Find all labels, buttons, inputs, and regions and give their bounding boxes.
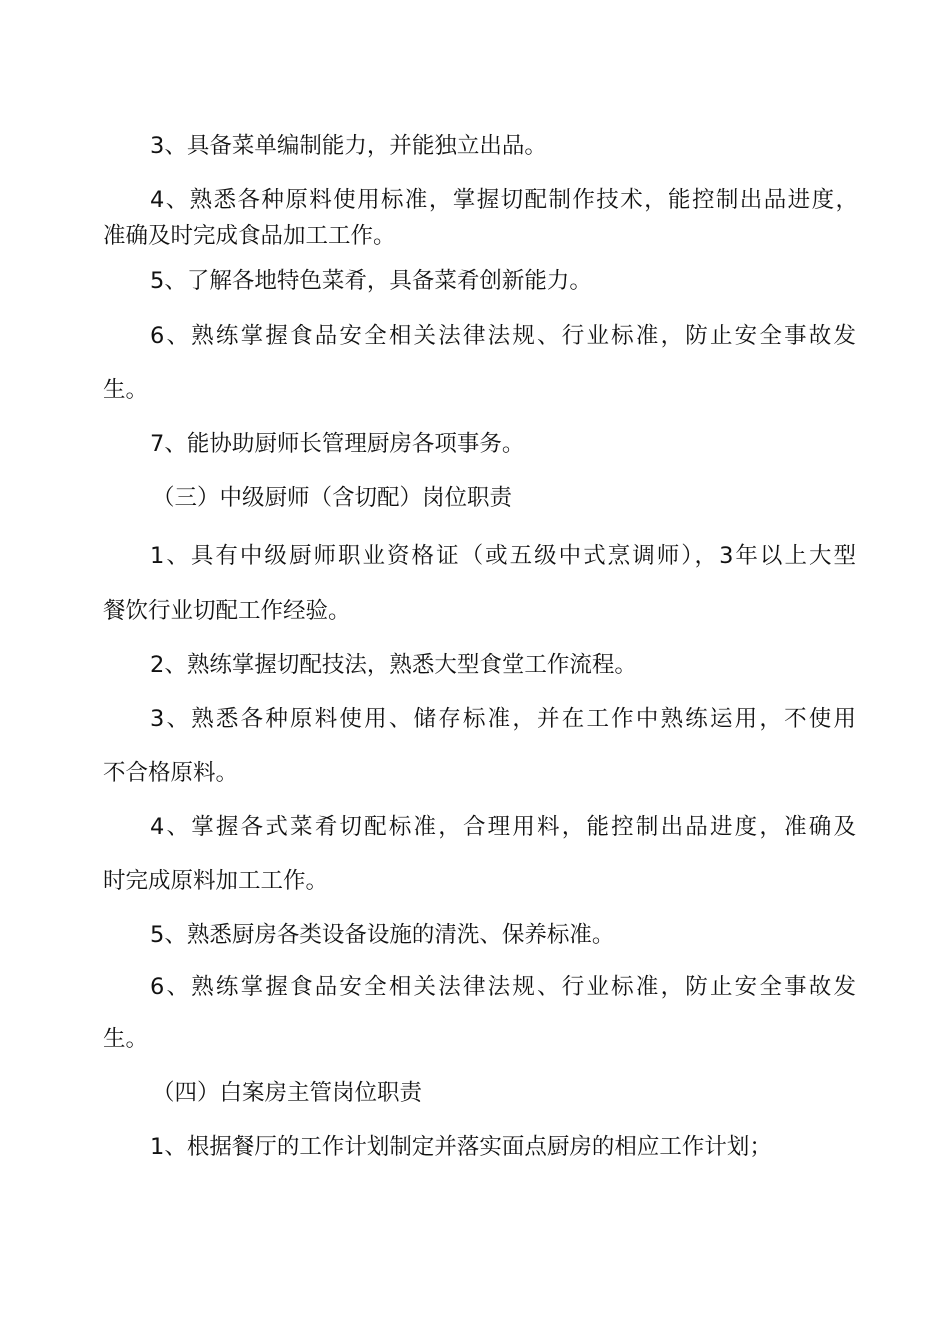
section-heading: （四）白案房主管岗位职责 xyxy=(152,1080,423,1106)
paragraph-line: 5、了解各地特色菜肴，具备菜肴创新能力。 xyxy=(150,268,592,294)
paragraph-line: 6、熟练掌握食品安全相关法律法规、行业标准，防止安全事故发 xyxy=(150,323,856,349)
paragraph-line: 7、能协助厨师长管理厨房各项事务。 xyxy=(150,431,525,457)
paragraph-line: 时完成原料加工工作。 xyxy=(103,868,329,894)
section-heading: （三）中级厨师（含切配）岗位职责 xyxy=(152,485,513,511)
paragraph-line: 6、熟练掌握食品安全相关法律法规、行业标准，防止安全事故发 xyxy=(150,974,856,1000)
paragraph-line: 1、具有中级厨师职业资格证（或五级中式烹调师），3年以上大型 xyxy=(150,543,856,569)
paragraph-line: 1、根据餐厅的工作计划制定并落实面点厨房的相应工作计划； xyxy=(150,1134,772,1160)
paragraph-line: 3、具备菜单编制能力，并能独立出品。 xyxy=(150,133,547,159)
paragraph-line: 准确及时完成食品加工工作。 xyxy=(103,223,396,249)
paragraph-line: 生。 xyxy=(103,1026,149,1052)
paragraph-line: 不合格原料。 xyxy=(103,760,239,786)
paragraph-line: 4、熟悉各种原料使用标准，掌握切配制作技术，能控制出品进度， xyxy=(150,187,858,213)
paragraph-line: 3、熟悉各种原料使用、储存标准，并在工作中熟练运用，不使用 xyxy=(150,706,856,732)
paragraph-line: 5、熟悉厨房各类设备设施的清洗、保养标准。 xyxy=(150,922,615,948)
paragraph-line: 餐饮行业切配工作经验。 xyxy=(103,598,351,624)
paragraph-line: 4、掌握各式菜肴切配标准，合理用料，能控制出品进度，准确及 xyxy=(150,814,856,840)
paragraph-line: 生。 xyxy=(103,377,149,403)
paragraph-line: 2、熟练掌握切配技法，熟悉大型食堂工作流程。 xyxy=(150,652,637,678)
